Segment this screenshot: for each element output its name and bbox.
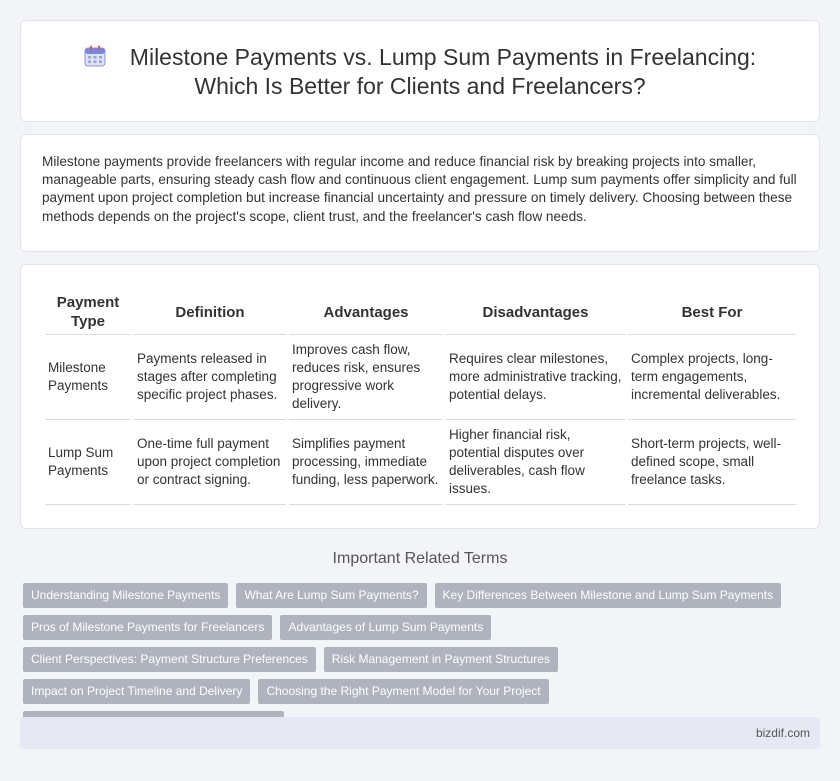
footer-site-link[interactable]: bizdif.com xyxy=(755,726,810,740)
table-header-row xyxy=(45,290,796,335)
header-best-for: Best For xyxy=(628,290,796,335)
cell-advantages: Improves cash flow, reduces risk, ensures progressive work delivery. xyxy=(289,335,443,420)
related-term-tag[interactable]: Understanding Milestone Payments xyxy=(23,583,228,608)
related-term-tag[interactable]: Choosing the Right Payment Model for Your Project xyxy=(258,679,548,704)
header-payment-type: Payment Type xyxy=(45,290,131,335)
cell-definition: One-time full payment upon project completion or contract signing. xyxy=(134,420,286,505)
footer xyxy=(20,717,820,749)
table-row xyxy=(45,420,796,505)
related-term-tag[interactable]: Pros of Milestone Payments for Freelancers xyxy=(23,615,272,640)
title-line-2: Which Is Better for Clients and Freelancers? xyxy=(194,73,646,99)
related-term-tag[interactable]: Impact on Project Timeline and Delivery xyxy=(23,679,250,704)
comparison-table xyxy=(42,290,799,505)
related-term-tag[interactable]: Client Perspectives: Payment Structure Preferences xyxy=(23,647,316,672)
cell-disadvantages: Higher financial risk, potential disputes over deliverables, cash flow issues. xyxy=(446,420,625,505)
page-title xyxy=(21,43,819,101)
table-row xyxy=(45,335,796,420)
cell-disadvantages: Requires clear milestones, more administrative tracking, potential delays. xyxy=(446,335,625,420)
cell-payment-type: Lump Sum Payments xyxy=(45,420,131,505)
title-line-1: Milestone Payments vs. Lump Sum Payments in Freelancing: xyxy=(129,44,757,70)
comparison-table-card xyxy=(20,264,820,529)
related-term-tag[interactable]: What Are Lump Sum Payments? xyxy=(236,583,426,608)
header-advantages: Advantages xyxy=(289,290,443,335)
cell-payment-type: Milestone Payments xyxy=(45,335,131,420)
related-term-tag[interactable]: Key Differences Between Milestone and Lump Sum Payments xyxy=(435,583,782,608)
intro-card xyxy=(20,134,820,252)
related-terms-heading: Important Related Terms xyxy=(332,550,508,567)
related-term-tag[interactable]: Advantages of Lump Sum Payments xyxy=(280,615,491,640)
title-card xyxy=(20,20,820,122)
cell-advantages: Simplifies payment processing, immediate funding, less paperwork. xyxy=(289,420,443,505)
calendar-icon xyxy=(84,45,106,67)
cell-definition: Payments released in stages after completing specific project phases. xyxy=(134,335,286,420)
cell-best-for: Complex projects, long-term engagements, incremental deliverables. xyxy=(628,335,796,420)
header-disadvantages: Disadvantages xyxy=(446,290,625,335)
cell-best-for: Short-term projects, well-defined scope, small freelance tasks. xyxy=(628,420,796,505)
header-definition: Definition xyxy=(134,290,286,335)
intro-paragraph: Milestone payments provide freelancers with regular income and reduce financial risk by breaking projects into smaller, manageable parts, ensuring steady cash flow and continuous client engagement. Lump sum payments offer simplicity and full payment upon project completion but increase financial uncertainty and pressure on timely delivery. Choosing between these methods depends on the project's scope, client trust, and the freelancer's cash flow needs. xyxy=(42,154,797,224)
related-term-tag[interactable]: Risk Management in Payment Structures xyxy=(324,647,558,672)
